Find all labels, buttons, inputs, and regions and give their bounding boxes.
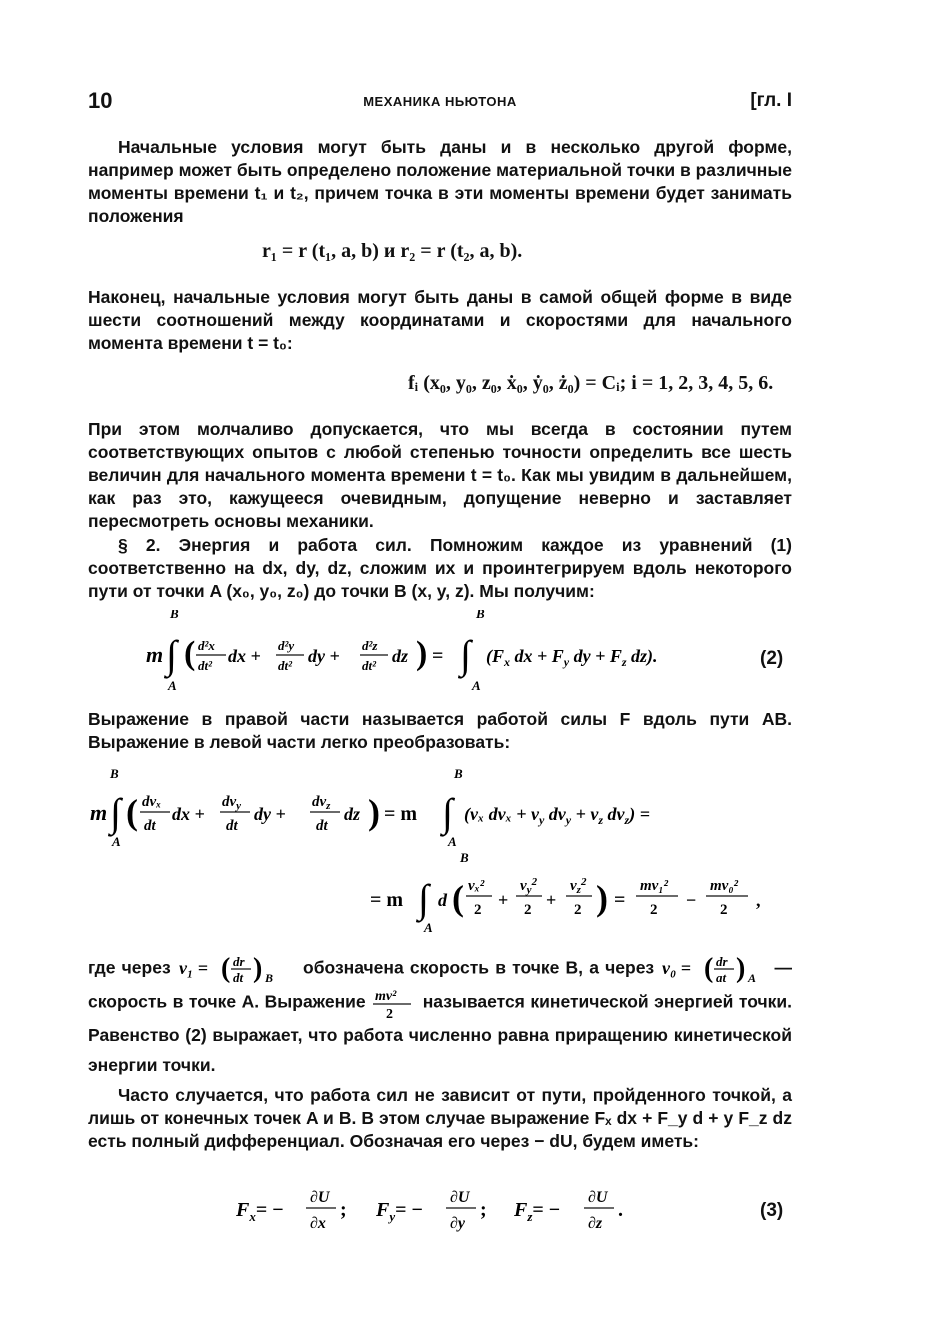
page-number: 10	[88, 88, 113, 113]
svg-text:.: .	[618, 1199, 623, 1221]
paragraph-work-definition: Выражение в правой части называется работой силы F вдоль пути AB. Выражение в левой части легко преобразовать:	[88, 709, 792, 752]
text-where: где через	[88, 957, 171, 978]
svg-text:d²y: d²y	[278, 638, 295, 653]
svg-text:(Fx dx + Fy dy + Fz dz).: ($F_x$ dx + $F_y$ dy + $F_z$ dz).	[486, 646, 658, 669]
equation-3	[236, 1184, 656, 1240]
svg-text:dt²: dt²	[362, 658, 377, 673]
text-velocity-b: обозначена скорость в точке B, а через	[303, 957, 655, 978]
svg-text:vy2: $v_y^2$	[520, 876, 538, 896]
svg-text:dr: dr	[716, 954, 728, 969]
svg-text:;: ;	[480, 1199, 487, 1221]
svg-text:B: B	[460, 850, 469, 865]
svg-text:vₓ²: vₓ²	[468, 878, 485, 894]
svg-text:mv₁²: mv₁²	[640, 878, 669, 894]
svg-text:(: (	[184, 635, 196, 672]
svg-text:): )	[368, 792, 380, 832]
formula-kinetic-energy	[371, 986, 417, 1020]
svg-text:B: B	[476, 610, 485, 621]
svg-text:A: A	[472, 678, 481, 693]
svg-text:∂U: ∂U	[310, 1189, 330, 1206]
svg-text:dt: dt	[316, 818, 328, 834]
svg-text:∂U: ∂U	[450, 1189, 470, 1206]
svg-text:dz: dz	[344, 804, 361, 824]
text-energy-definition: называется кинетической энергией точки. Равенство (2) выражает, что работа численно равна приращению кинетической энергии точки.	[88, 991, 793, 1075]
svg-text:∫: ∫	[166, 632, 177, 677]
svg-text:2: 2	[650, 902, 658, 918]
svg-text:∫: ∫	[442, 790, 453, 835]
paragraph-energy-work	[88, 534, 792, 603]
equation-3-number: (3)	[760, 1200, 784, 1221]
svg-text:): )	[596, 878, 608, 918]
svg-text:dt: dt	[232, 970, 243, 985]
svg-text:B: B	[264, 971, 273, 985]
svg-text:2: 2	[720, 902, 728, 918]
svg-text:Fz= −: $F_z=$ −	[514, 1199, 561, 1224]
svg-text:dvₓ: dvₓ	[142, 794, 162, 810]
svg-text:=: =	[614, 889, 626, 911]
svg-text:∂y: ∂y	[450, 1215, 466, 1232]
svg-text:): )	[416, 635, 428, 672]
svg-text:dx +: dx +	[228, 646, 261, 666]
paragraph-general-form: Наконец, начальные условия могут быть даны в самой общей форме в виде шести соотношений между координатами и скоростями для начального момента времени t = t₀:	[88, 287, 792, 353]
svg-text:dy +: dy +	[308, 646, 340, 666]
svg-text:dt: dt	[144, 818, 156, 834]
svg-text:A: A	[112, 834, 121, 849]
running-title: МЕХАНИКА НЬЮТОНА	[363, 94, 517, 109]
svg-text:d: d	[438, 890, 447, 910]
svg-text:Fy= −: $F_y=$ −	[376, 1199, 423, 1224]
formula-v1	[177, 952, 297, 986]
svg-text:A: A	[424, 920, 433, 935]
svg-text:+: +	[546, 890, 557, 910]
svg-text:dy +: dy +	[254, 804, 286, 824]
svg-text:m: m	[146, 642, 164, 667]
svg-text:v₁ =: v₁ =	[178, 958, 208, 978]
svg-text:B: B	[454, 768, 463, 781]
page-header	[88, 88, 792, 118]
paragraph-assumption: При этом молчаливо допускается, что мы всегда в состоянии путем соответствующих опытов с любой степенью точности определить все шесть величин для начального момента времени t = t₀. Как мы увидим в дальнейшем, как раз это, кажущееся очевидным, допущение неверно и заставляет пересмотреть основы механики.	[88, 419, 792, 531]
svg-text:v₀ =: v₀ =	[662, 958, 692, 978]
svg-text:= m: = m	[384, 803, 418, 825]
paragraph-potential: Часто случается, что работа сил не зависит от пути, пройденного точкой, а лишь от конечных точек A и B. В этом случае выражение Fₓ dx + F_y d + y F_z dz есть полный дифференциал. Обозначая его через − dU, будем иметь:	[88, 1085, 792, 1151]
svg-text:+: +	[498, 890, 509, 910]
paragraph-initial-conditions: Начальные условия могут быть даны и в несколько другой форме, например может быть определено положение материальной точки в различные моменты времени t₁ и t₂, причем точка в эти моменты времени будет занимать положения	[88, 137, 792, 226]
svg-text:A: A	[448, 834, 457, 849]
svg-text:(vₓ dvₓ + vy dvy + vz dvz) =: (vₓ $dv_x + v_y$ $dv_y + v_z$ $dv_z$) =	[464, 804, 650, 827]
svg-text:dt²: dt²	[278, 658, 293, 673]
text-velocity-a: — скорость в точке A. Выражение	[88, 957, 792, 1012]
svg-text:dx +: dx +	[172, 804, 205, 824]
equation-kinetic-energy	[88, 768, 792, 938]
svg-text:∂z: ∂z	[588, 1215, 603, 1232]
svg-text:A: A	[748, 971, 757, 985]
chapter-marker: [гл. I	[750, 90, 792, 111]
svg-text:;: ;	[340, 1199, 347, 1221]
svg-text:∂x: ∂x	[310, 1215, 326, 1232]
svg-text:∫: ∫	[460, 632, 471, 677]
formula-v0	[660, 952, 768, 986]
svg-text:mv²: mv²	[375, 989, 397, 1004]
svg-text:dz: dz	[392, 646, 409, 666]
svg-text:(: (	[126, 792, 138, 832]
svg-text:d²x: d²x	[198, 638, 215, 653]
svg-text:dvy: $dv_y$	[222, 794, 242, 812]
equation-2-number: (2)	[760, 648, 784, 669]
svg-text:Fx= −: $F_x=$ −	[236, 1199, 284, 1224]
svg-text:(: (	[452, 878, 464, 918]
svg-text:B: B	[170, 610, 179, 621]
equation-positions: r₁ = r (t₁, a, b) и r₂ = r (t₂, a, b).	[262, 240, 523, 262]
svg-text:2: 2	[386, 1007, 394, 1020]
paragraph-kinetic-energy	[88, 952, 792, 1080]
svg-text:A: A	[168, 678, 177, 693]
svg-text:): )	[736, 953, 746, 984]
svg-text:2: 2	[574, 902, 582, 918]
section-body: Помножим каждое из уравнений (1) соответственно на dx, dy, dz, сложим их и проинтегрируем вдоль некоторого пути от точки A (x₀, y₀, z₀) до точки B (x, y, z). Мы получим:	[88, 535, 792, 601]
svg-text:2: 2	[524, 902, 532, 918]
svg-text:dvz: $dv_z$	[312, 794, 331, 812]
svg-text:−: −	[686, 890, 697, 910]
svg-text:,: ,	[756, 890, 761, 910]
svg-text:2: 2	[474, 902, 482, 918]
svg-text:∫: ∫	[418, 876, 429, 921]
svg-text:B: B	[110, 768, 119, 781]
svg-text:dr: dr	[232, 954, 245, 969]
svg-text:∂U: ∂U	[588, 1189, 608, 1206]
svg-text:m: m	[90, 800, 108, 825]
svg-text:): )	[252, 953, 263, 984]
svg-text:dt²: dt²	[198, 658, 213, 673]
svg-text:d²z: d²z	[362, 638, 378, 653]
svg-text:=: =	[432, 645, 444, 667]
svg-text:(: (	[704, 953, 714, 984]
svg-text:(: (	[220, 953, 231, 984]
equation-general-conditions: fᵢ (x₀, y₀, z₀, ẋ₀, ẏ₀, ż₀) = Cᵢ; i = 1, 2, 3, 4, 5, 6.	[408, 372, 774, 394]
svg-text:dt: dt	[226, 818, 238, 834]
svg-text:= m: = m	[370, 889, 404, 911]
equation-2	[140, 610, 790, 694]
svg-text:vz2: $v_z^2$	[570, 876, 587, 896]
svg-text:∫: ∫	[110, 790, 121, 835]
section-heading: § 2. Энергия и работа сил.	[118, 535, 412, 555]
svg-text:mv₀²: mv₀²	[710, 878, 739, 894]
svg-text:at: at	[716, 970, 727, 985]
